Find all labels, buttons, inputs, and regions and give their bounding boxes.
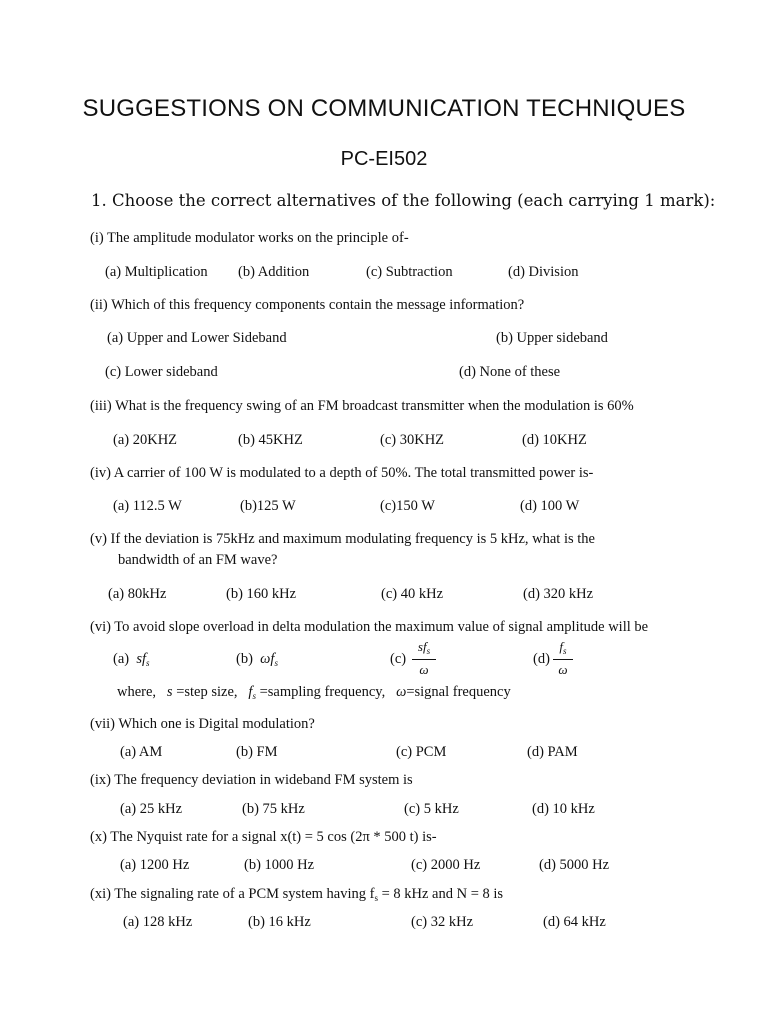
formula-fs-over-omega: $\frac{f_s}{\omega}$ bbox=[553, 640, 573, 676]
option bbox=[390, 650, 406, 668]
formula-omega-fs: $\omega f_s$ bbox=[256, 651, 278, 668]
option: (b) Addition bbox=[238, 264, 310, 280]
option: (d) 100 W bbox=[520, 498, 580, 514]
option: (b) 16 kHz bbox=[248, 914, 311, 930]
option: (c) 40 kHz bbox=[381, 586, 444, 602]
option: (a) 1200 Hz bbox=[120, 857, 190, 873]
option: (b) 75 kHz bbox=[242, 801, 305, 817]
option: (c) 32 kHz bbox=[411, 914, 474, 930]
option: (c) 2000 Hz bbox=[411, 857, 481, 873]
option: (b) 45KHZ bbox=[238, 432, 303, 448]
option: (b) Upper sideband bbox=[496, 330, 608, 346]
option: (d) 64 kHz bbox=[543, 914, 606, 930]
option: (a) AM bbox=[120, 744, 163, 760]
option: (a) 80kHz bbox=[108, 586, 167, 602]
option: (b) 1000 Hz bbox=[244, 857, 315, 873]
option: (d) 10KHZ bbox=[522, 432, 587, 448]
question-text: (i) The amplitude modulator works on the principle of- bbox=[90, 230, 409, 246]
option: (b)125 W bbox=[240, 498, 296, 514]
option: (a) 20KHZ bbox=[113, 432, 178, 448]
option: (a) 112.5 W bbox=[113, 498, 182, 514]
option-label: (c) bbox=[390, 651, 407, 667]
option: (c) 30KHZ bbox=[380, 432, 445, 448]
option-label: (d) bbox=[533, 651, 550, 667]
question-text: (x) The Nyquist rate for a signal x(t) = 5 cos (2π * 500 t) is- bbox=[90, 829, 437, 845]
question-text: (vi) To avoid slope overload in delta modulation the maximum value of signal amplitude will be bbox=[90, 619, 649, 635]
question-text: (vii) Which one is Digital modulation? bbox=[90, 716, 315, 732]
option-label: (b) bbox=[236, 651, 253, 667]
page-title: SUGGESTIONS ON COMMUNICATION TECHNIQUES bbox=[82, 95, 686, 122]
option: (c) Lower sideband bbox=[105, 364, 218, 380]
option: (a) Multiplication bbox=[105, 264, 208, 280]
option: (d) 320 kHz bbox=[523, 586, 594, 602]
option: (c) 5 kHz bbox=[404, 801, 459, 817]
question-text: (v) If the deviation is 75kHz and maximum modulating frequency is 5 kHz, what is the bbox=[90, 531, 595, 547]
option: (a) Upper and Lower Sideband bbox=[107, 330, 287, 346]
option: (c) Subtraction bbox=[366, 264, 453, 280]
formula-s-fs: $sf_s$ bbox=[132, 651, 150, 668]
option bbox=[113, 650, 150, 672]
option bbox=[236, 650, 278, 672]
option-label: (a) bbox=[113, 651, 130, 667]
option: (b) FM bbox=[236, 744, 278, 760]
question-text: (ii) Which of this frequency components contain the message information? bbox=[90, 297, 525, 313]
option: (a) 25 kHz bbox=[120, 801, 183, 817]
option: (d) 5000 Hz bbox=[539, 857, 610, 873]
option: (d) 10 kHz bbox=[532, 801, 595, 817]
option: (b) 160 kHz bbox=[226, 586, 297, 602]
option: (a) 128 kHz bbox=[123, 914, 193, 930]
formula-sfs-over-omega: $sf_s$ ω bbox=[412, 640, 436, 676]
question-text: (ix) The frequency deviation in wideband FM system is bbox=[90, 772, 413, 788]
question-text: (iii) What is the frequency swing of an FM broadcast transmitter when the modulation is 60% bbox=[90, 398, 634, 414]
question-text: (iv) A carrier of 100 W is modulated to a depth of 50%. The total transmitted power is- bbox=[90, 465, 594, 481]
option: (c)150 W bbox=[380, 498, 435, 514]
variable-definitions: where, s =step size, $f_s$ =sampling frequency, ω=signal frequency bbox=[117, 684, 511, 701]
option: (d) PAM bbox=[527, 744, 578, 760]
option: (c) PCM bbox=[396, 744, 447, 760]
section-heading: 1. Choose the correct alternatives of the following (each carrying 1 mark): bbox=[91, 191, 716, 210]
question-text-continued: bandwidth of an FM wave? bbox=[118, 552, 278, 568]
course-code: PC-EI502 bbox=[340, 148, 428, 170]
option bbox=[533, 650, 550, 668]
option: (d) None of these bbox=[459, 364, 561, 380]
question-text: (xi) The signaling rate of a PCM system having $f_s = 8$ kHz and N = 8 is bbox=[90, 886, 504, 903]
option: (d) Division bbox=[508, 264, 579, 280]
